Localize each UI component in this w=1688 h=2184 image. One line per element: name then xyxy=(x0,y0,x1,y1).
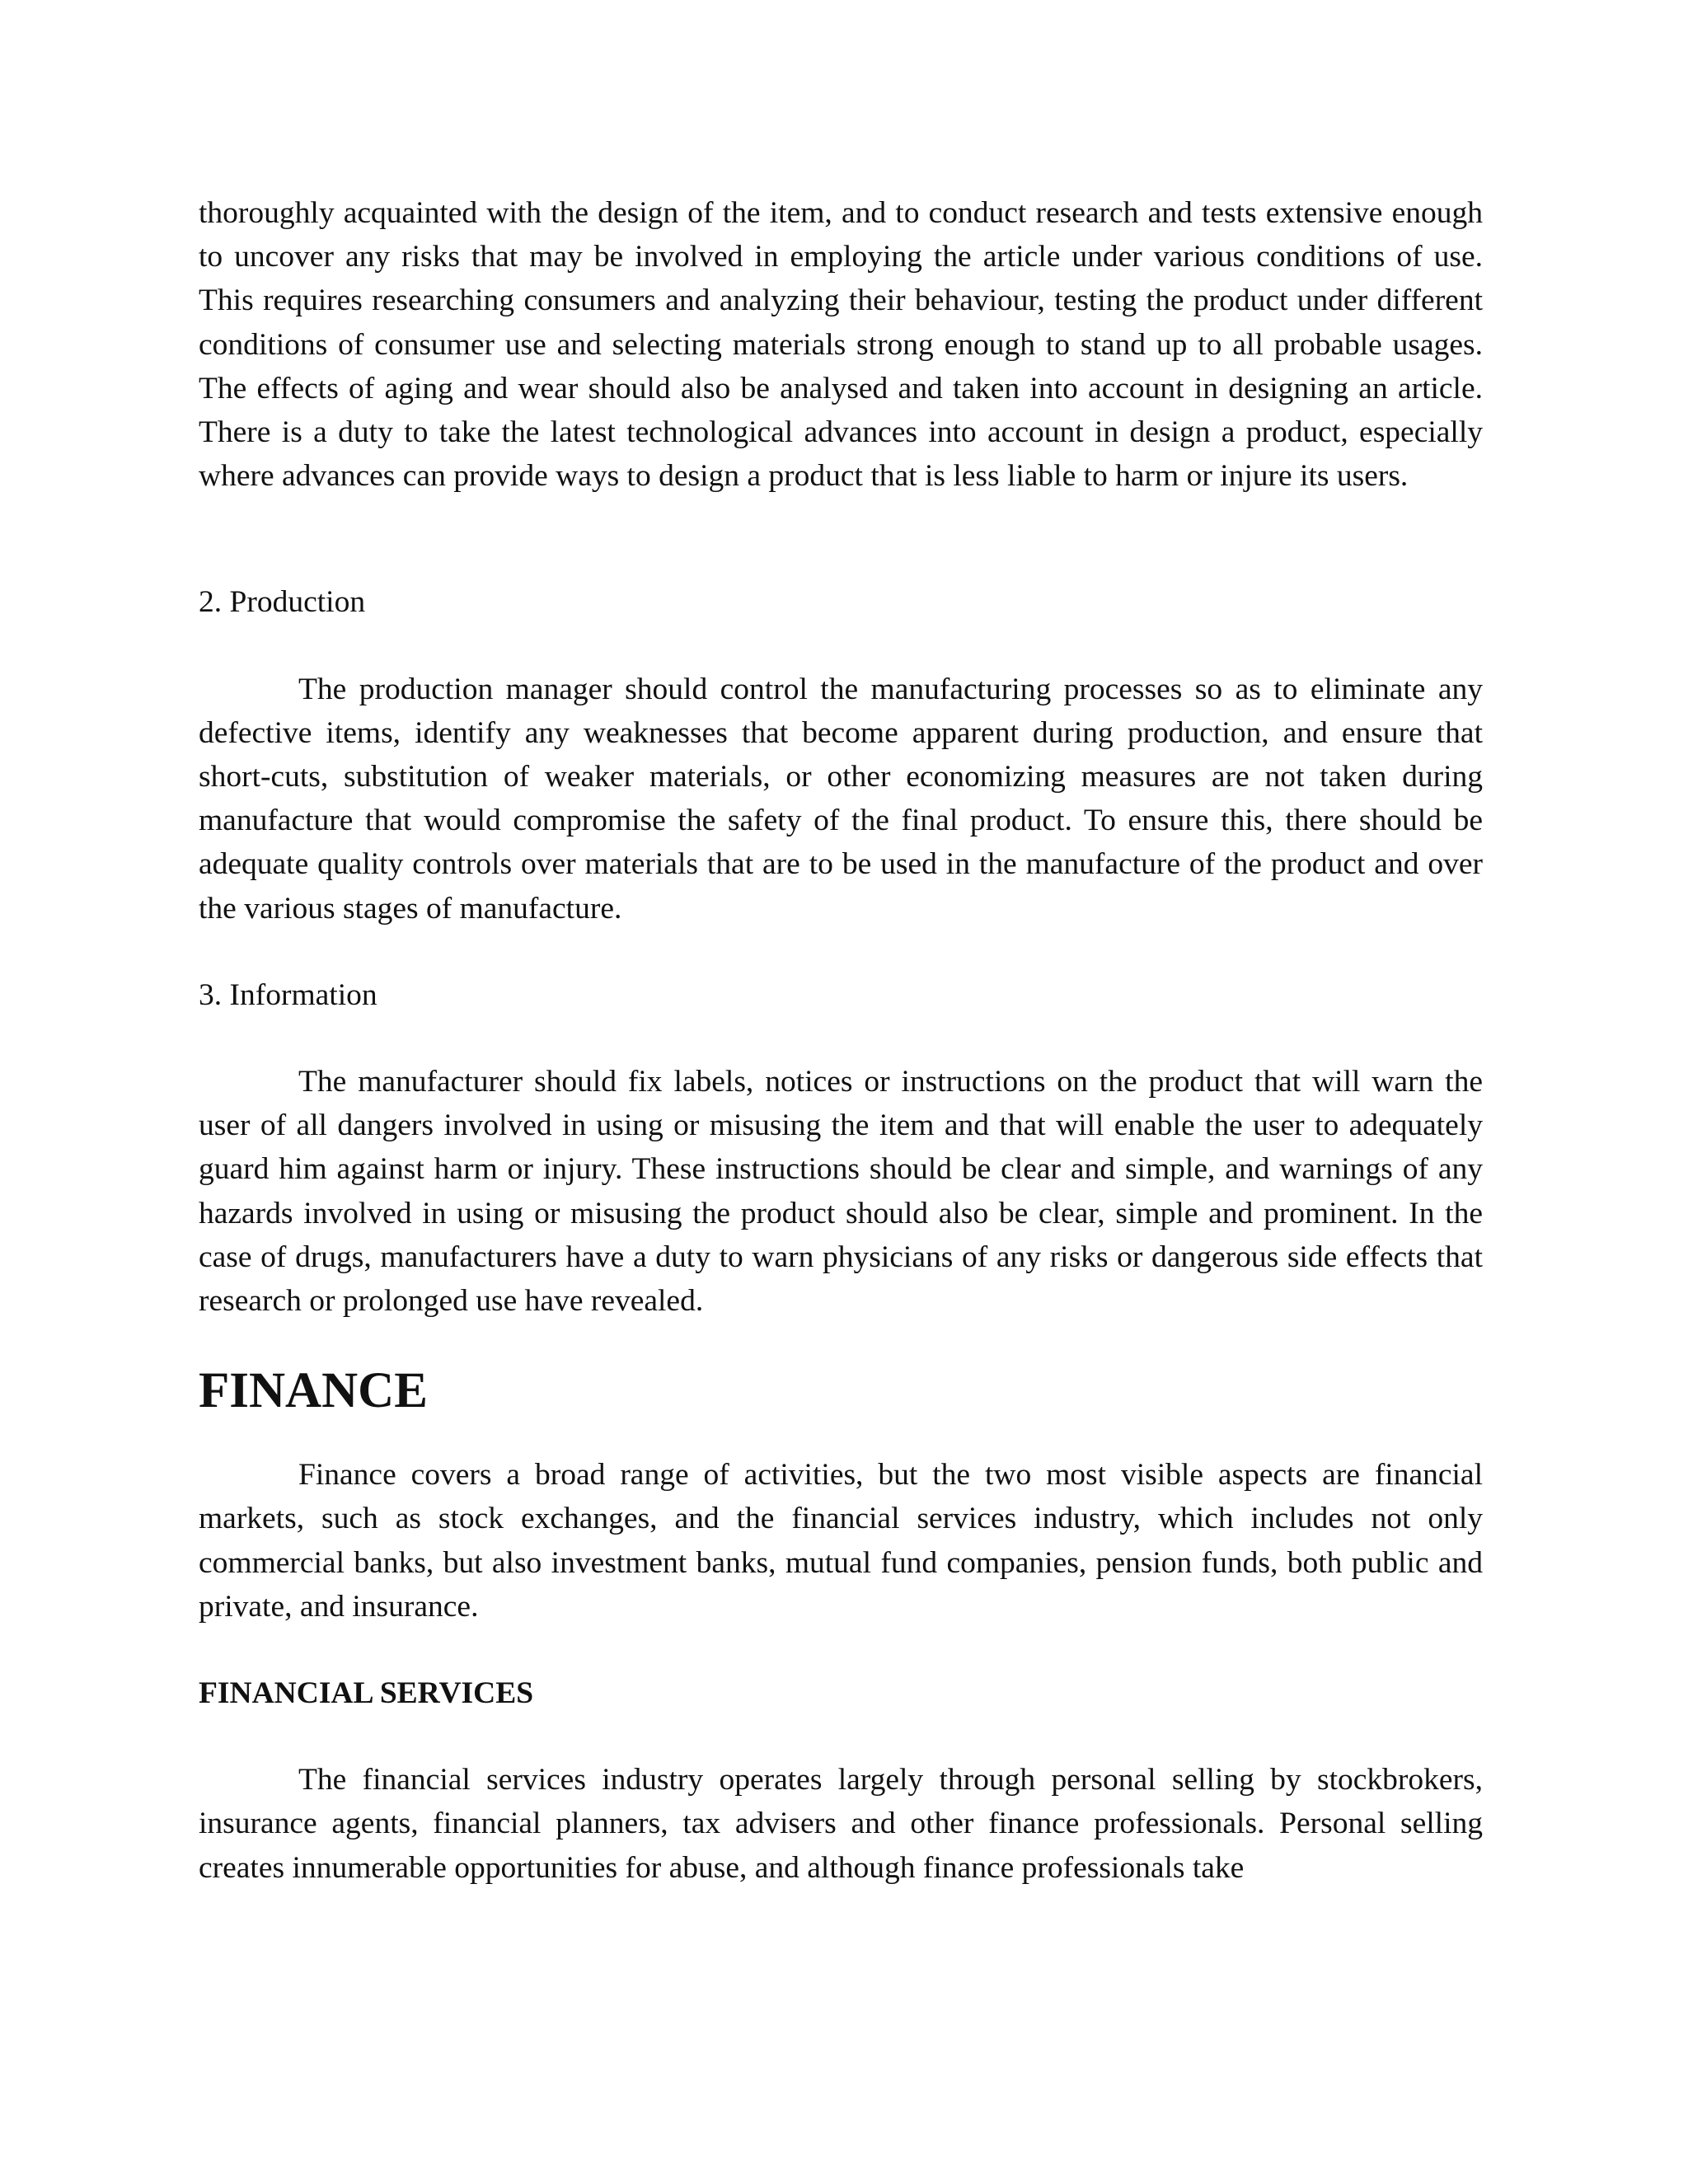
page-body xyxy=(199,191,1483,1890)
section-heading-production: 2. Production xyxy=(199,585,366,620)
section-heading-financial-services: FINANCIAL SERVICES xyxy=(199,1676,534,1711)
paragraph-financial-services: The financial services industry operates largely through personal selling by stockbrokers, insurance agents, financial planners, tax advisers and other finance professionals. Personal selling creates innumerable opportunities for abuse, and although finance professionals take xyxy=(199,1763,1483,1885)
paragraph-production: The production manager should control the manufacturing processes so as to eliminate any defective items, identify any weaknesses that become apparent during production, and ensure that short-cuts, substitution of weaker materials, or other economizing measures are not taken during manufacture that would compromise the safety of the final product. To ensure this, there should be adequate quality controls over materials that are to be used in the manufacture of the product and over the various stages of manufacture. xyxy=(199,672,1483,926)
paragraph-information: The manufacturer should fix labels, notices or instructions on the product that will warn the user of all dangers involved in using or misusing the item and that will enable the user to adequately guard him against harm or injury. These instructions should be clear and simple, and warnings of any hazards involved in using or misusing the product should also be clear, simple and prominent. In the case of drugs, manufacturers have a duty to warn physicians of any risks or dangerous side effects that research or prolonged use have revealed. xyxy=(199,1065,1483,1319)
section-heading-information: 3. Information xyxy=(199,977,377,1012)
paragraph-finance: Finance covers a broad range of activities, but the two most visible aspects are financial markets, such as stock exchanges, and the financial services industry, which includes not only commercial banks, but also investment banks, mutual fund companies, pension funds, both public and private, and insurance. xyxy=(199,1458,1483,1624)
paragraph-design-continued: thoroughly acquainted with the design of the item, and to conduct research and tests extensive enough to uncover any risks that may be involved in employing the article under various conditions of use. This requires researching consumers and analyzing their behaviour, testing the product under different conditions of consumer use and selecting materials strong enough to stand up to all probable usages. The effects of aging and wear should also be analysed and taken into account in designing an article. There is a duty to take the latest technological advances into account in design a product, especially where advances can provide ways to design a product that is less liable to harm or injure its users. xyxy=(199,196,1483,494)
chapter-heading-finance: FINANCE xyxy=(199,1363,428,1419)
